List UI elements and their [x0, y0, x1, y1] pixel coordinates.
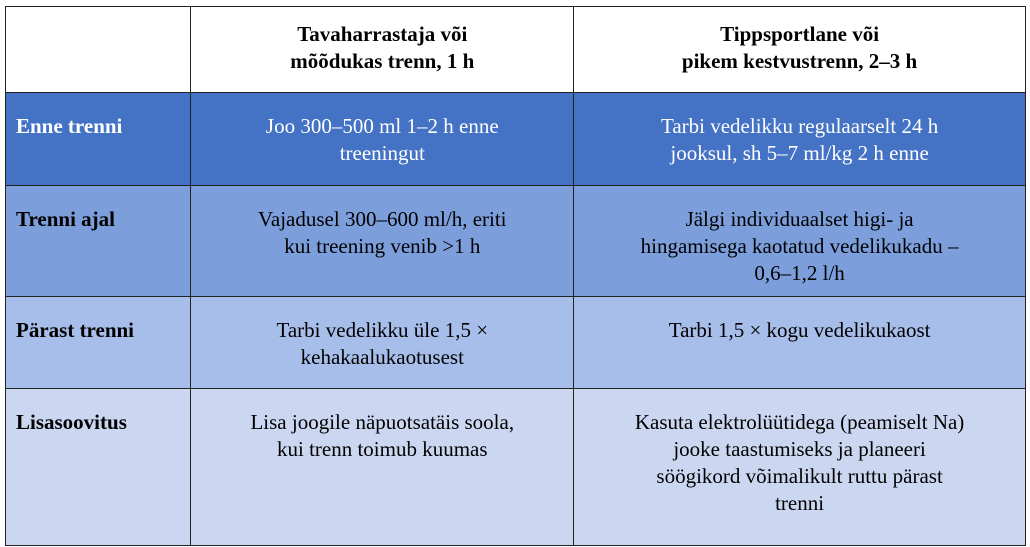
cell-line: trenni: [775, 491, 825, 515]
cell-during-recreational: [191, 186, 574, 297]
cell-line: Tarbi vedelikku üle 1,5 ×: [276, 318, 489, 342]
header-recreational: [191, 7, 574, 93]
row-label-during: Trenni ajal: [6, 186, 191, 297]
cell-line: 0,6–1,2 l/h: [754, 261, 845, 285]
cell-line: Lisa joogile näpuotsatäis soola,: [250, 410, 515, 434]
hydration-table: [5, 6, 1026, 546]
cell-line: kehakaalukaotusest: [300, 345, 464, 369]
cell-line: hingamisega kaotatud vedelikukadu –: [640, 234, 959, 258]
table-header-row: [6, 7, 1026, 93]
row-label-before: Enne trenni: [6, 93, 191, 186]
header-empty-cell: [6, 7, 191, 93]
cell-line: Joo 300–500 ml 1–2 h enne: [265, 114, 499, 138]
table-row-after: [6, 297, 1026, 389]
cell-line: Tarbi 1,5 × kogu vedelikukaost: [668, 318, 931, 342]
header-elite: [574, 7, 1026, 93]
header-recreational-line-2: mõõdukas trenn, 1 h: [290, 49, 475, 73]
row-label-additional: Lisasoovitus: [6, 389, 191, 546]
cell-line: jooksul, sh 5–7 ml/kg 2 h enne: [670, 141, 929, 165]
cell-line: kui treening venib >1 h: [284, 234, 481, 258]
cell-after-elite: [574, 297, 1026, 389]
cell-line: Tarbi vedelikku regulaarselt 24 h: [660, 114, 939, 138]
header-elite-line-1: Tippsportlane või: [720, 22, 880, 46]
cell-line: treeningut: [339, 141, 425, 165]
cell-line: kui trenn toimub kuumas: [276, 437, 488, 461]
cell-line: jooke taastumiseks ja planeeri: [673, 437, 926, 461]
table-row-during: [6, 186, 1026, 297]
cell-before-recreational: [191, 93, 574, 186]
cell-after-recreational: [191, 297, 574, 389]
cell-line: Jälgi individuaalset higi- ja: [685, 207, 914, 231]
cell-additional-recreational: [191, 389, 574, 546]
row-label-after: Pärast trenni: [6, 297, 191, 389]
cell-line: Kasuta elektrolüütidega (peamiselt Na): [634, 410, 965, 434]
cell-line: Vajadusel 300–600 ml/h, eriti: [258, 207, 507, 231]
cell-line: söögikord võimalikult ruttu pärast: [656, 464, 943, 488]
header-elite-line-2: pikem kestvustrenn, 2–3 h: [681, 49, 918, 73]
cell-during-elite: [574, 186, 1026, 297]
cell-before-elite: [574, 93, 1026, 186]
cell-additional-elite: [574, 389, 1026, 546]
table-row-additional: [6, 389, 1026, 546]
table-row-before: [6, 93, 1026, 186]
header-recreational-line-1: Tavaharrastaja või: [297, 22, 468, 46]
